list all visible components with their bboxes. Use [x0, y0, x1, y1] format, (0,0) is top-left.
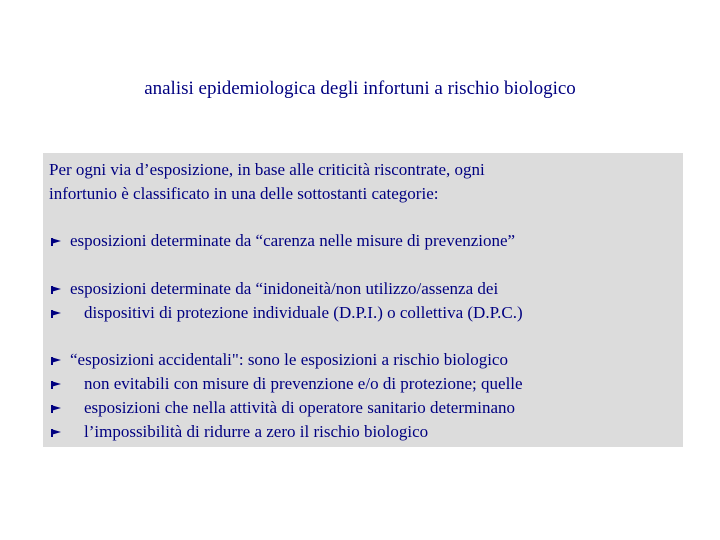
arrow-bullet-icon [51, 238, 61, 244]
arrow-bullet-icon [51, 310, 61, 316]
list-item-text: l’impossibilità di ridurre a zero il rischio biologico [84, 422, 429, 441]
list-item-text: esposizioni determinate da “carenza nelle misure di prevenzione” [70, 231, 516, 250]
slide-title: analisi epidemiologica degli infortuni a rischio biologico [144, 78, 576, 99]
list-item-text: “esposizioni accidentali": sono le esposizioni a rischio biologico [70, 350, 508, 369]
list-item-text: esposizioni che nella attività di operatore sanitario determinano [84, 398, 515, 417]
list-item-text: dispositivi di protezione individuale (D.P.I.) o collettiva (D.P.C.) [84, 303, 523, 322]
list-item-text: esposizioni determinate da “inidoneità/non utilizzo/assenza dei [70, 279, 499, 298]
arrow-bullet-icon [51, 286, 61, 292]
arrow-bullet-icon [51, 405, 61, 411]
content-panel [43, 153, 683, 447]
intro-line-1: Per ogni via d’esposizione, in base alle criticità riscontrate, ogni [49, 160, 485, 179]
intro-text [49, 158, 485, 206]
arrow-bullet-icon [51, 357, 61, 363]
arrow-bullet-icon [51, 429, 61, 435]
arrow-bullet-icon [51, 381, 61, 387]
intro-line-2: infortunio è classificato in una delle sottostanti categorie: [49, 184, 439, 203]
list-item-text: non evitabili con misure di prevenzione e/o di protezione; quelle [84, 374, 523, 393]
